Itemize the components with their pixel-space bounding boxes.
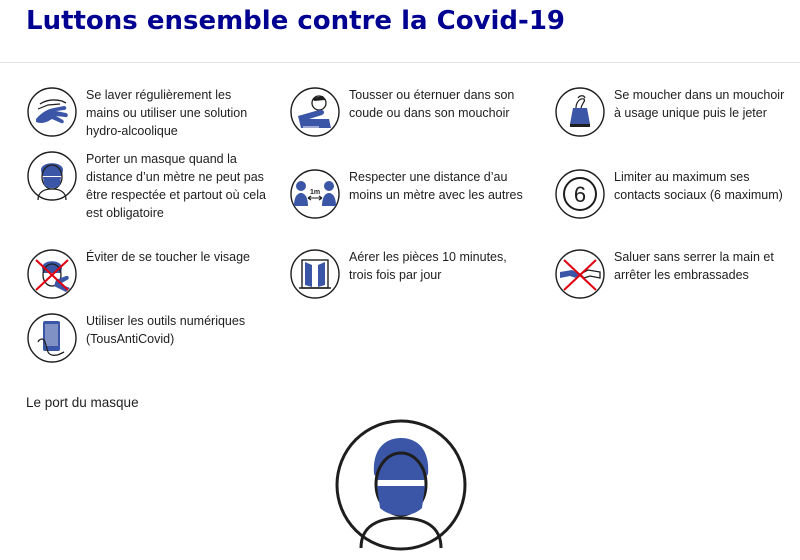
tissue-icon [554, 86, 606, 138]
no-handshake-icon [554, 248, 606, 300]
no-face-touch-icon [26, 248, 78, 300]
hand-washing-icon [26, 86, 78, 138]
mask-section-label: Le port du masque [26, 395, 139, 410]
gesture-text: Éviter de se toucher le visage [86, 250, 250, 264]
elbow-sneeze-icon [289, 86, 341, 138]
face-mask-icon [26, 150, 78, 202]
gesture-text: Se laver régulièrement les mains ou utiliser une solution hydro-alcoolique [86, 88, 248, 138]
gesture-text: Limiter au maximum ses contacts sociaux (6 maximum) [614, 170, 783, 202]
gesture-text: Aérer les pièces 10 minutes, trois fois par jour [349, 250, 507, 282]
distance-icon [289, 168, 341, 220]
gesture-text: Saluer sans serrer la main et arrêter les embrassades [614, 250, 774, 282]
page-title: Luttons ensemble contre la Covid-19 [26, 6, 566, 36]
six-contacts-icon [554, 168, 606, 220]
gesture-text: Utiliser les outils numériques (TousAntiCovid) [86, 314, 246, 346]
smartphone-app-icon [26, 312, 78, 364]
masked-person-icon [334, 418, 468, 552]
window-airing-icon [289, 248, 341, 300]
gesture-text: Tousser ou éternuer dans son coude ou dans son mouchoir [349, 88, 515, 120]
gesture-text: Respecter une distance d’au moins un mètre avec les autres [349, 170, 523, 202]
gesture-text: Porter un masque quand la distance d’un mètre ne peut pas être respectée et partout où cela est obligatoire [86, 152, 266, 220]
gesture-text: Se moucher dans un mouchoir à usage unique puis le jeter [614, 88, 785, 120]
divider [0, 62, 800, 63]
distance-badge: 1m [309, 189, 321, 196]
six-badge: 6 [573, 182, 587, 207]
